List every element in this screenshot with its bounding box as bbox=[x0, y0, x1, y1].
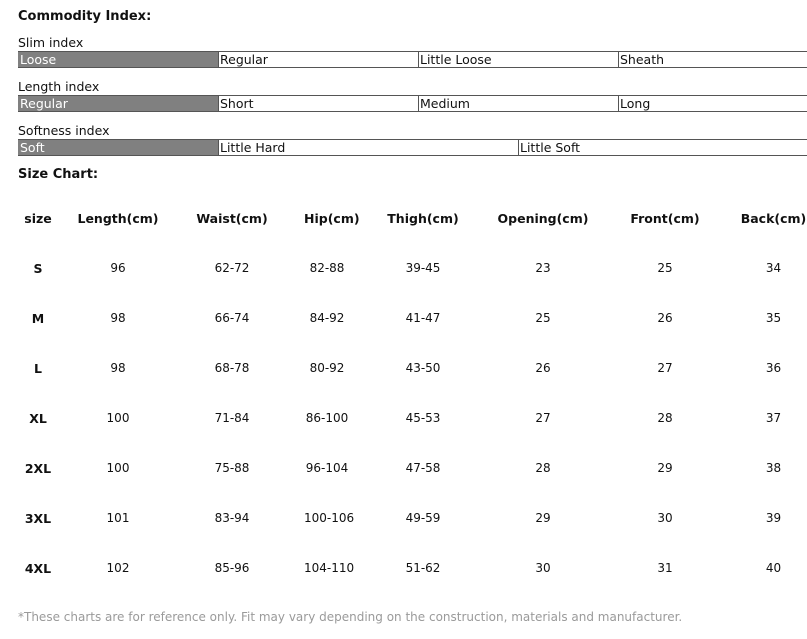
table-row bbox=[0, 493, 807, 543]
reference-footnote: *These charts are for reference only. Fit may vary depending on the construction, materials and manufacturer. bbox=[18, 610, 683, 624]
cell-opening: 30 bbox=[535, 561, 551, 575]
cell-waist: 68-78 bbox=[214, 361, 250, 375]
cell-length: 102 bbox=[106, 561, 130, 575]
cell-opening: 26 bbox=[535, 361, 551, 375]
softness-index-label: Softness index bbox=[18, 123, 110, 138]
cell-thigh: 41-47 bbox=[405, 311, 441, 325]
cell-length: 98 bbox=[110, 361, 126, 375]
softness-option-little-soft: Little Soft bbox=[518, 140, 807, 155]
cell-back: 37 bbox=[765, 411, 782, 425]
header-front: Front(cm) bbox=[630, 210, 700, 226]
cell-opening: 29 bbox=[535, 511, 551, 525]
slim-option-loose: Loose bbox=[18, 52, 218, 67]
commodity-index-title: Commodity Index: bbox=[18, 9, 152, 24]
slim-option-regular: Regular bbox=[218, 52, 418, 67]
cell-thigh: 47-58 bbox=[405, 461, 441, 475]
cell-waist: 83-94 bbox=[214, 511, 250, 525]
cell-size: M bbox=[31, 310, 45, 326]
table-row bbox=[0, 443, 807, 493]
cell-size: XL bbox=[29, 410, 47, 426]
cell-waist: 66-74 bbox=[214, 311, 250, 325]
length-option-long: Long bbox=[618, 96, 807, 111]
cell-back: 36 bbox=[765, 361, 782, 375]
header-hip: Hip(cm) bbox=[304, 210, 360, 226]
cell-size: 4XL bbox=[24, 560, 52, 576]
cell-thigh: 49-59 bbox=[405, 511, 441, 525]
cell-hip: 82-88 bbox=[309, 261, 345, 275]
table-row bbox=[0, 393, 807, 443]
table-row bbox=[0, 293, 807, 343]
cell-thigh: 51-62 bbox=[405, 561, 441, 575]
cell-front: 25 bbox=[657, 261, 673, 275]
cell-front: 30 bbox=[657, 511, 673, 525]
header-waist: Waist(cm) bbox=[196, 210, 268, 226]
cell-opening: 23 bbox=[535, 261, 551, 275]
cell-waist: 75-88 bbox=[214, 461, 250, 475]
size-chart-title: Size Chart: bbox=[18, 167, 99, 182]
length-index-label: Length index bbox=[18, 79, 100, 94]
cell-waist: 71-84 bbox=[214, 411, 250, 425]
cell-back: 40 bbox=[765, 561, 782, 575]
cell-hip: 84-92 bbox=[309, 311, 345, 325]
length-option-medium: Medium bbox=[418, 96, 618, 111]
cell-front: 31 bbox=[657, 561, 673, 575]
cell-waist: 85-96 bbox=[214, 561, 250, 575]
header-size: size bbox=[24, 210, 52, 226]
table-row bbox=[0, 543, 807, 593]
cell-size: 3XL bbox=[24, 510, 52, 526]
cell-back: 38 bbox=[765, 461, 782, 475]
cell-thigh: 45-53 bbox=[405, 411, 441, 425]
cell-hip: 104-110 bbox=[304, 561, 355, 575]
slim-option-little-loose: Little Loose bbox=[418, 52, 618, 67]
header-length: Length(cm) bbox=[77, 210, 159, 226]
cell-size: 2XL bbox=[24, 460, 52, 476]
length-index-bar bbox=[18, 95, 807, 112]
cell-length: 100 bbox=[106, 461, 130, 475]
cell-opening: 25 bbox=[535, 311, 551, 325]
cell-size: S bbox=[33, 260, 43, 276]
length-option-regular: Regular bbox=[18, 96, 218, 111]
header-thigh: Thigh(cm) bbox=[387, 210, 459, 226]
cell-hip: 100-106 bbox=[304, 511, 355, 525]
cell-front: 26 bbox=[657, 311, 673, 325]
header-opening: Opening(cm) bbox=[497, 210, 589, 226]
cell-opening: 27 bbox=[535, 411, 551, 425]
header-back: Back(cm) bbox=[740, 210, 807, 226]
cell-size: L bbox=[34, 360, 42, 376]
cell-waist: 62-72 bbox=[214, 261, 250, 275]
slim-option-sheath: Sheath bbox=[618, 52, 807, 67]
cell-front: 27 bbox=[657, 361, 673, 375]
cell-thigh: 39-45 bbox=[405, 261, 441, 275]
softness-index-bar bbox=[18, 139, 807, 156]
cell-back: 34 bbox=[765, 261, 782, 275]
softness-option-little-hard: Little Hard bbox=[218, 140, 518, 155]
cell-hip: 80-92 bbox=[309, 361, 345, 375]
softness-option-soft: Soft bbox=[18, 140, 218, 155]
cell-hip: 96-104 bbox=[305, 461, 349, 475]
table-header-row bbox=[0, 193, 807, 243]
cell-back: 39 bbox=[765, 511, 782, 525]
cell-length: 101 bbox=[106, 511, 130, 525]
size-chart-table bbox=[0, 193, 807, 593]
length-option-short: Short bbox=[218, 96, 418, 111]
cell-length: 100 bbox=[106, 411, 130, 425]
cell-thigh: 43-50 bbox=[405, 361, 441, 375]
table-row bbox=[0, 343, 807, 393]
slim-index-label: Slim index bbox=[18, 35, 84, 50]
cell-length: 96 bbox=[110, 261, 126, 275]
cell-length: 98 bbox=[110, 311, 126, 325]
cell-front: 28 bbox=[657, 411, 673, 425]
table-row bbox=[0, 243, 807, 293]
slim-index-bar bbox=[18, 51, 807, 68]
cell-opening: 28 bbox=[535, 461, 551, 475]
cell-hip: 86-100 bbox=[305, 411, 349, 425]
cell-front: 29 bbox=[657, 461, 673, 475]
cell-back: 35 bbox=[765, 311, 782, 325]
